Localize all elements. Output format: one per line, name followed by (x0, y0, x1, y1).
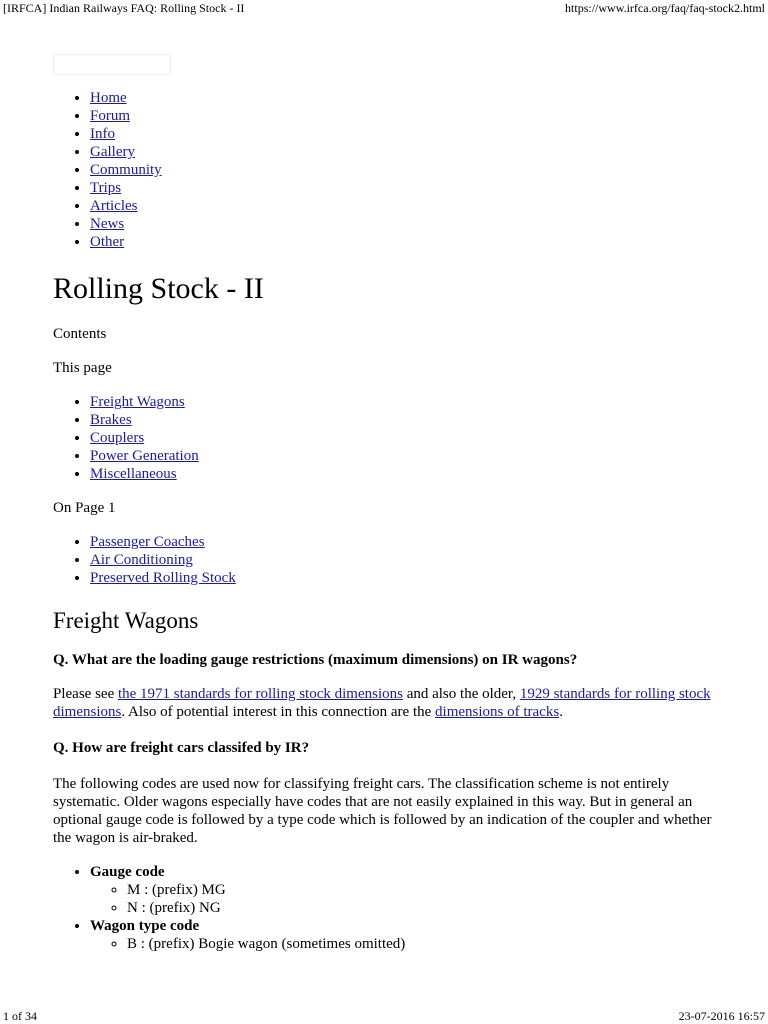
toc-link-freight-wagons[interactable]: Freight Wagons (90, 394, 185, 410)
search-input[interactable] (53, 54, 171, 75)
wagon-type-code-item: ◦ B : (prefix) Bogie wagon (sometimes omitted) (127, 935, 713, 953)
gauge-code-item: ◦ N : (prefix) NG (127, 899, 713, 917)
toc-item (90, 465, 713, 483)
section-heading-freight-wagons: Freight Wagons (53, 608, 199, 633)
answer-text: . (559, 704, 563, 720)
nav-link-news[interactable]: News (90, 216, 125, 232)
toc-link-passenger-coaches[interactable]: Passenger Coaches (90, 534, 205, 550)
wagon-type-code-list (90, 935, 713, 953)
nav-link-other[interactable]: Other (90, 234, 125, 250)
toc-item (90, 551, 713, 569)
toc-link-preserved-rolling-stock[interactable]: Preserved Rolling Stock (90, 570, 236, 586)
page-title: Rolling Stock - II (53, 272, 264, 305)
on-page1-toc (53, 533, 713, 587)
toc-item (90, 569, 713, 587)
print-header (0, 0, 768, 16)
contents-label: Contents (53, 326, 107, 342)
nav-item-home (90, 89, 713, 107)
question-loading-gauge: Q. What are the loading gauge restrictions (maximum dimensions) on IR wagons? (53, 652, 578, 668)
nav-item-gallery (90, 143, 713, 161)
nav-item-articles (90, 197, 713, 215)
gauge-code-list (90, 881, 713, 917)
nav-item-trips (90, 179, 713, 197)
question-freight-classification: Q. How are freight cars classifed by IR? (53, 740, 310, 756)
this-page-label: This page (53, 360, 112, 376)
gauge-code-item: ◦ M : (prefix) MG (127, 881, 713, 899)
answer-text: Please see (53, 686, 118, 702)
print-header-title: [IRFCA] Indian Railways FAQ: Rolling Stock - II (3, 1, 245, 15)
print-footer (0, 1008, 768, 1024)
answer-text: and also the older, (402, 686, 520, 702)
link-1929-standards[interactable]: 1929 standards for rolling stock dimensions (53, 686, 711, 720)
page-content (53, 54, 713, 953)
answer-freight-classification: The following codes are used now for classifying freight cars. The classification scheme is not entirely systematic. Older wagons especially have codes that are not easily explained in this way. But in general an optional gauge code is followed by a type code which is followed by an indication of the coupler and whether the wagon is air-braked. (53, 776, 712, 846)
code-group-gauge (90, 863, 713, 917)
toc-item (90, 533, 713, 551)
link-dimensions-of-tracks[interactable]: dimensions of tracks (435, 704, 560, 720)
print-header-url: https://www.irfca.org/faq/faq-stock2.html (565, 1, 765, 15)
toc-link-miscellaneous[interactable]: Miscellaneous (90, 466, 177, 482)
nav-item-other (90, 233, 713, 251)
code-group-label: Gauge code (90, 864, 165, 880)
nav-link-home[interactable]: Home (90, 90, 127, 106)
nav-link-articles[interactable]: Articles (90, 198, 138, 214)
on-page1-label: On Page 1 (53, 500, 116, 516)
link-1971-standards[interactable]: the 1971 standards for rolling stock dimensions (117, 686, 403, 702)
main-nav (53, 89, 713, 251)
nav-link-gallery[interactable]: Gallery (90, 144, 135, 160)
answer-text: . Also of potential interest in this connection are the (121, 704, 436, 720)
toc-item (90, 411, 713, 429)
toc-link-couplers[interactable]: Couplers (90, 430, 145, 446)
nav-link-community[interactable]: Community (90, 162, 162, 178)
nav-link-info[interactable]: Info (90, 126, 115, 142)
code-list (53, 863, 713, 953)
code-group-label: Wagon type code (90, 918, 200, 934)
toc-link-air-conditioning[interactable]: Air Conditioning (90, 552, 193, 568)
nav-link-forum[interactable]: Forum (90, 108, 131, 124)
nav-item-community (90, 161, 713, 179)
toc-item (90, 429, 713, 447)
toc-item (90, 393, 713, 411)
answer-loading-gauge (53, 685, 713, 721)
this-page-toc (53, 393, 713, 483)
page-count: 1 of 34 (3, 1009, 37, 1023)
print-datetime: 23-07-2016 16:57 (678, 1009, 765, 1023)
nav-item-info (90, 125, 713, 143)
toc-item (90, 447, 713, 465)
nav-item-news (90, 215, 713, 233)
nav-link-trips[interactable]: Trips (90, 180, 122, 196)
nav-item-forum (90, 107, 713, 125)
toc-link-brakes[interactable]: Brakes (90, 412, 132, 428)
toc-link-power-generation[interactable]: Power Generation (90, 448, 199, 464)
code-group-wagon-type (90, 917, 713, 953)
